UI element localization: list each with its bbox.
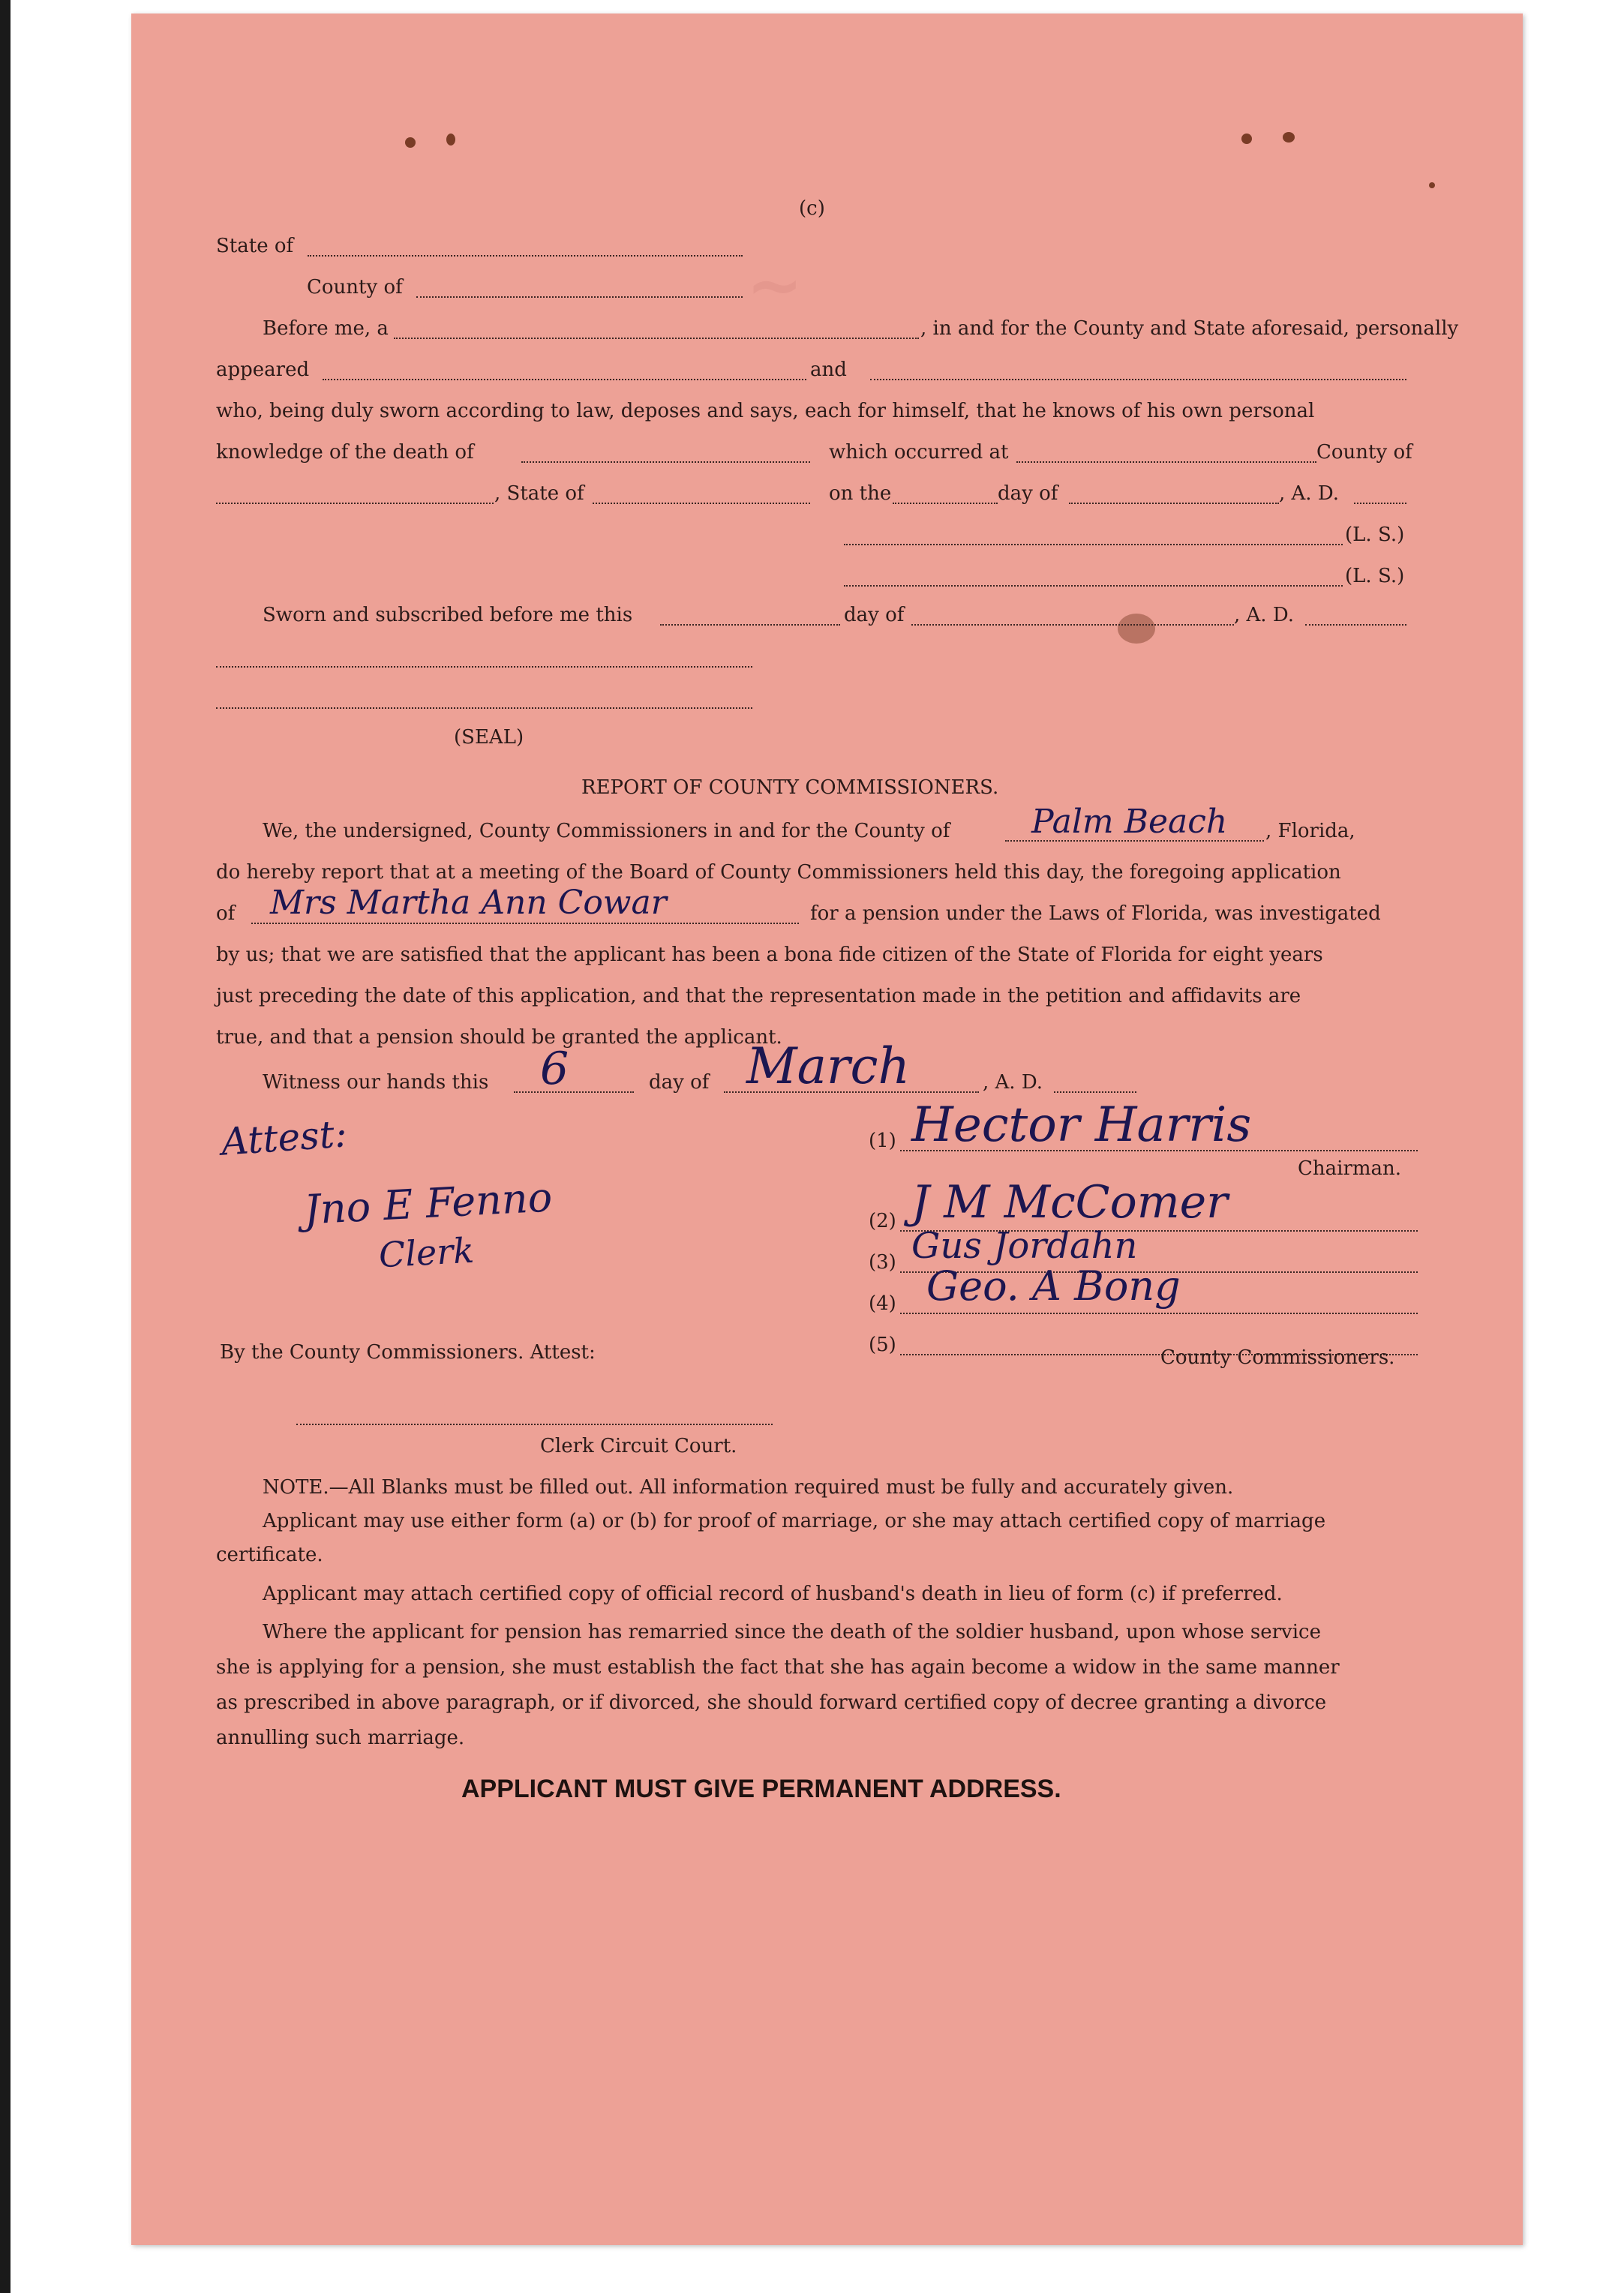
in-and-for-text: , in and for the County and State aforesaid, personally (920, 317, 1459, 340)
by-commissioners-text: By the County Commissioners. Attest: (220, 1341, 596, 1364)
note-2a: Applicant may use either form (a) or (b) for proof of marriage, or she may attach certified copy of marriage (263, 1510, 1326, 1532)
deceased-name-field[interactable] (521, 461, 810, 463)
clerk-title-handwritten: Clerk (377, 1229, 476, 1276)
stain (1241, 134, 1252, 144)
witness-day-of-label: day of (649, 1071, 710, 1094)
commissioner-sig-1: Hector Harris (911, 1097, 1252, 1153)
state-of-mid-label: , State of (494, 482, 584, 505)
ad2-label: , A. D. (1234, 604, 1295, 626)
county-of-label: County of (307, 276, 403, 299)
attest-handwritten: Attest: (220, 1112, 349, 1164)
stain (446, 134, 455, 146)
on-the-label: on the (829, 482, 892, 505)
sig-number-4: (4) (869, 1292, 896, 1315)
pension-form-page (131, 14, 1523, 2245)
witness-year-field (1054, 1091, 1136, 1093)
chairman-label: Chairman. (1298, 1157, 1402, 1180)
sig-number-3: (3) (869, 1251, 896, 1274)
report-line4: by us; that we are satisfied that the applicant has been a bona fide citizen of the State of Florida for eight years (216, 944, 1323, 966)
report-line5: just preceding the date of this application, and that the representation made in the petition and affidavits are (216, 985, 1301, 1007)
death-place-field[interactable] (1016, 461, 1316, 463)
day-of-label: day of (998, 482, 1058, 505)
officer-title-field[interactable] (394, 338, 919, 339)
report-line2: do hereby report that at a meeting of the Board of County Commissioners held this day, the foregoing application (216, 861, 1341, 884)
sworn-year-field[interactable] (1305, 624, 1406, 626)
florida-text: , Florida, (1265, 820, 1355, 842)
note-4d: annulling such marriage. (216, 1727, 465, 1749)
affiant2-field[interactable] (870, 379, 1406, 380)
scan-edge (0, 0, 11, 2293)
death-month-field[interactable] (1069, 503, 1279, 504)
state-of-label: State of (216, 235, 294, 257)
sworn-day-field[interactable] (660, 624, 840, 626)
report-title: REPORT OF COUNTY COMMISSIONERS. (581, 776, 999, 799)
of-label: of (216, 902, 236, 925)
witness-day-handwritten: 6 (540, 1043, 569, 1095)
stain (1283, 132, 1295, 143)
witness-ad-label: , A. D. (983, 1071, 1043, 1094)
clerk-signature: Jno E Fenno (302, 1173, 554, 1234)
officer-title-line[interactable] (216, 707, 752, 709)
note-2b: certificate. (216, 1544, 323, 1566)
county-of-field[interactable] (416, 296, 743, 298)
death-day-field[interactable] (893, 503, 998, 504)
note-1: NOTE.—All Blanks must be filled out. All information required must be fully and accurately given. (263, 1476, 1234, 1499)
for-pension-text: for a pension under the Laws of Florida, was investigated (810, 902, 1381, 925)
county-commissioners-label: County Commissioners. (1160, 1346, 1395, 1369)
knowledge-of-label: knowledge of the death of (216, 441, 474, 464)
county-of-tail-label: County of (1316, 441, 1412, 464)
sig-number-1: (1) (869, 1130, 896, 1152)
note-4c: as prescribed in above paragraph, or if divorced, she should forward certified copy of decree granting a divorce (216, 1691, 1327, 1714)
sig-line-4 (900, 1313, 1418, 1314)
stain (405, 137, 416, 148)
and-label: and (810, 359, 847, 381)
affiant1-signature-line[interactable] (844, 544, 1343, 545)
sig-number-5: (5) (869, 1334, 896, 1356)
state-of-field[interactable] (308, 255, 743, 257)
commissioner-sig-2: J M McComer (911, 1176, 1228, 1229)
permanent-address-notice: APPLICANT MUST GIVE PERMANENT ADDRESS. (461, 1775, 1061, 1803)
clerk-circuit-court-label: Clerk Circuit Court. (540, 1435, 737, 1457)
ls1-label: (L. S.) (1345, 524, 1405, 546)
commissioner-sig-4: Geo. A Bong (926, 1262, 1181, 1310)
note-4b: she is applying for a pension, she must establish the fact that she has again become a widow in the same manner (216, 1656, 1340, 1679)
sworn-month-field[interactable] (911, 624, 1234, 626)
appeared-label: appeared (216, 359, 310, 381)
affiant2-signature-line[interactable] (844, 585, 1343, 587)
note-4a: Where the applicant for pension has remarried since the death of the soldier husband, upon whose service (263, 1621, 1321, 1643)
clerk-circuit-signature-line[interactable] (296, 1424, 773, 1425)
witness-day-field (514, 1091, 634, 1093)
affiant1-field[interactable] (323, 379, 806, 380)
bleed-through-text: ~ (746, 246, 803, 325)
ad-label: , A. D. (1279, 482, 1340, 505)
death-county-field[interactable] (216, 503, 494, 504)
ls2-label: (L. S.) (1345, 565, 1405, 587)
death-state-field[interactable] (593, 503, 810, 504)
witness-month-handwritten: March (746, 1037, 910, 1095)
seal-label: (SEAL) (454, 726, 524, 749)
sworn-subscribed-label: Sworn and subscribed before me this (263, 604, 633, 626)
which-occurred-label: which occurred at (829, 441, 1009, 464)
commissioner-sig-3: Gus Jordahn (911, 1225, 1138, 1267)
before-me-label: Before me, a (263, 317, 389, 340)
note-3: Applicant may attach certified copy of official record of husband's death in lieu of form (c) if preferred. (263, 1583, 1283, 1605)
witness-label: Witness our hands this (263, 1071, 489, 1094)
report-line6: true, and that a pension should be granted the applicant. (216, 1026, 782, 1049)
applicant-name-field (251, 923, 799, 924)
stain (1118, 614, 1155, 644)
section-label: (c) (799, 197, 825, 220)
officer-signature-line[interactable] (216, 666, 752, 668)
applicant-name-handwritten: Mrs Martha Ann Cowar (270, 884, 667, 922)
we-the-text: We, the undersigned, County Commissioners in and for the County of (263, 820, 950, 842)
sig-number-2: (2) (869, 1210, 896, 1232)
stain (1429, 182, 1435, 188)
sworn-line-text: who, being duly sworn according to law, deposes and says, each for himself, that he knows of his own personal (216, 400, 1315, 422)
day-of2-label: day of (844, 604, 905, 626)
county-name-handwritten: Palm Beach (1031, 803, 1228, 841)
death-year-field[interactable] (1354, 503, 1406, 504)
